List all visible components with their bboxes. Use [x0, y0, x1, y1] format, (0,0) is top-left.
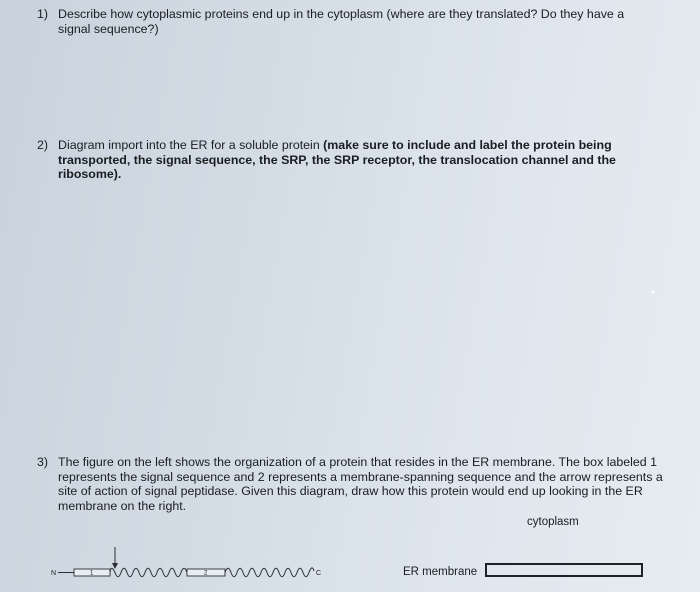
question-3-number: 3) — [37, 455, 49, 469]
question-2-text: Diagram import into the ER for a soluble protein — [58, 138, 324, 152]
white-speck-mark — [651, 290, 655, 294]
question-2-body — [58, 138, 647, 182]
question-2 — [37, 138, 647, 182]
polypeptide-coil-2 — [225, 568, 314, 577]
c-terminus-label: C — [316, 570, 322, 577]
cytoplasm-label: cytoplasm — [527, 516, 579, 528]
question-3-text: The figure on the left shows the organization of a protein that resides in the ER membrane. The box labeled 1 represents the signal sequence and 2 represents a membrane-spanning sequence and the arrow represents a site of action of signal peptidase. Given this diagram, draw how this protein would end up looking in the ER membrane on the right. — [58, 455, 663, 513]
question-3 — [37, 455, 667, 513]
polypeptide-coil-1 — [110, 568, 187, 577]
question-2-bold-text: (make sure to include and label the protein being transported, the signal sequence, the SRP, the SRP receptor, the translocation channel and the ribosome). — [58, 138, 616, 181]
membrane-spanning-box-label: 2 — [204, 570, 208, 577]
question-2-number: 2) — [37, 138, 49, 152]
question-1-text: Describe how cytoplasmic proteins end up in the cytoplasm (where are they translated? Do they have a signal sequence?) — [58, 7, 625, 36]
er-membrane-label: ER membrane — [403, 566, 478, 578]
er-membrane-box — [485, 563, 643, 577]
signal-sequence-box-label: 1 — [90, 570, 94, 577]
n-terminus-label: N — [51, 570, 57, 577]
protein-topology-diagram — [48, 540, 338, 586]
question-1-number: 1) — [37, 7, 49, 21]
question-1 — [37, 7, 652, 36]
cleavage-site-arrow-head — [112, 563, 118, 569]
